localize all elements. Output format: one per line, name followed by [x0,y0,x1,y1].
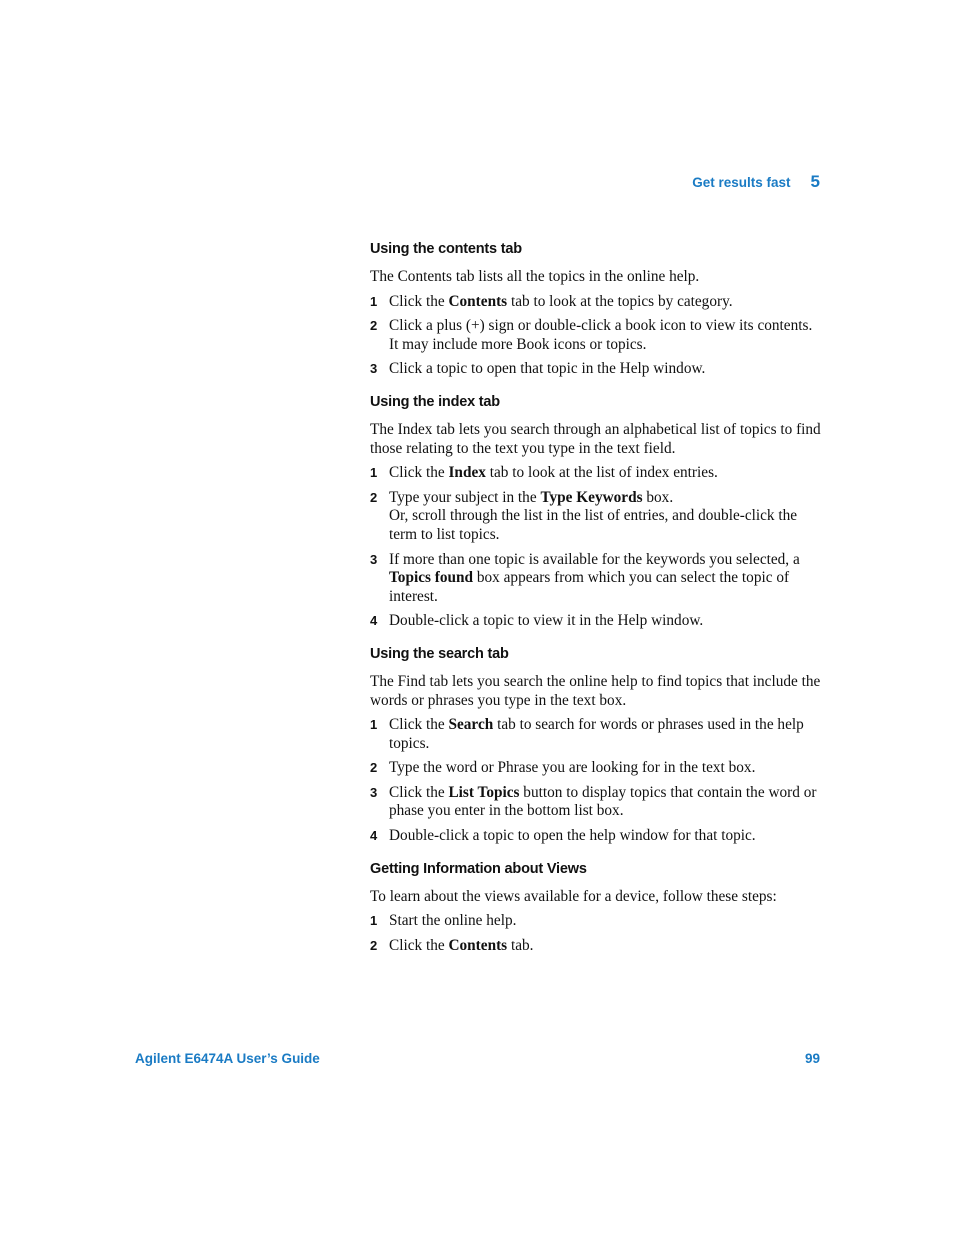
step-item [370,937,822,956]
step-text: Click a topic to open that topic in the Help window. [389,360,706,378]
step-item [370,912,822,931]
section-intro: The Contents tab lists all the topics in the online help. [370,268,700,285]
section [370,646,822,846]
step-text: Click the [389,936,449,954]
step-item [370,759,822,778]
step-text: Double-click a topic to open the help window for that topic. [389,827,756,845]
step-ui-term: Topics found [389,569,474,587]
step-text-end: box appears from which you can select the topic of interest. [389,569,790,605]
step-ui-term: Index [448,464,486,482]
step-list [370,293,822,379]
step-number: 4 [370,613,378,629]
section-heading: Using the contents tab [370,241,522,257]
step-ui-term: Search [448,716,494,734]
step-number: 3 [370,551,378,567]
step-number: 2 [370,760,378,776]
section [370,861,822,956]
step-item [370,551,822,607]
step-item [370,317,822,354]
chapter-title: Get results fast [692,175,791,190]
step-extra-text: Or, scroll through the list in the list of entries, and double-click the term to list topics. [389,507,798,543]
section-heading: Using the index tab [370,393,500,410]
step-text: Type your subject in the [389,488,541,506]
page-content [370,241,822,970]
step-ui-term: Contents [448,936,508,954]
step-text: Click a plus (+) sign or double-click a book icon to view its contents. It may include more Book icons or topics. [389,317,813,353]
step-ui-term: List Topics [448,783,520,801]
step-text-end: tab. [507,936,534,954]
step-text: Click the [389,292,449,310]
step-text-end: tab to look at the topics by category. [507,292,733,310]
step-text: If more than one topic is available for the keywords you selected, a [389,550,800,568]
step-text-end: box. [642,488,674,506]
step-text-end: button to display topics that contain the word or phase you enter in the bottom list box. [389,783,817,820]
footer-page-number: 99 [804,1051,820,1066]
section-intro: The Index tab lets you search through an alphabetical list of topics to find those relating to the text you type in the text field. [370,420,821,457]
step-item [370,612,822,631]
footer-guide-title: Agilent E6474A User’s Guide [135,1051,320,1066]
step-number: 4 [370,828,378,844]
step-item [370,489,822,545]
step-item [370,464,822,483]
step-number: 2 [370,489,378,505]
step-number: 1 [370,293,378,309]
step-number: 2 [370,318,378,334]
step-ui-term: Type Keywords [540,488,643,506]
section [370,394,822,631]
step-item [370,827,822,846]
step-text: Click the [389,464,449,482]
step-number: 1 [370,913,378,929]
step-number: 3 [370,784,378,800]
step-text-end: tab to search for words or phrases used in the help topics. [389,716,804,752]
step-item [370,784,822,821]
step-text: Type the word or Phrase you are looking for in the text box. [389,759,756,777]
step-number: 1 [370,717,378,733]
step-number: 3 [370,361,378,377]
section-intro: The Find tab lets you search the online help to find topics that include the words or phrases you type in the text box. [370,672,821,709]
step-item [370,293,822,312]
step-text: Start the online help. [389,912,517,930]
section-intro: To learn about the views available for a device, follow these steps: [370,887,777,905]
step-text: Click the [389,783,449,801]
section-heading: Getting Information about Views [370,860,587,877]
step-text-end: tab to look at the list of index entries. [485,464,718,482]
step-item [370,716,822,753]
step-item [370,360,822,379]
step-text: Click the [389,716,449,734]
step-list [370,912,822,955]
step-list [370,464,822,631]
chapter-header [692,172,820,192]
step-text: Double-click a topic to view it in the Help window. [389,612,704,630]
step-number: 2 [370,937,378,953]
section-heading: Using the search tab [370,645,509,662]
step-ui-term: Contents [448,292,508,310]
step-number: 1 [370,465,378,481]
chapter-number: 5 [810,172,820,191]
step-list [370,716,822,846]
section [370,241,822,379]
